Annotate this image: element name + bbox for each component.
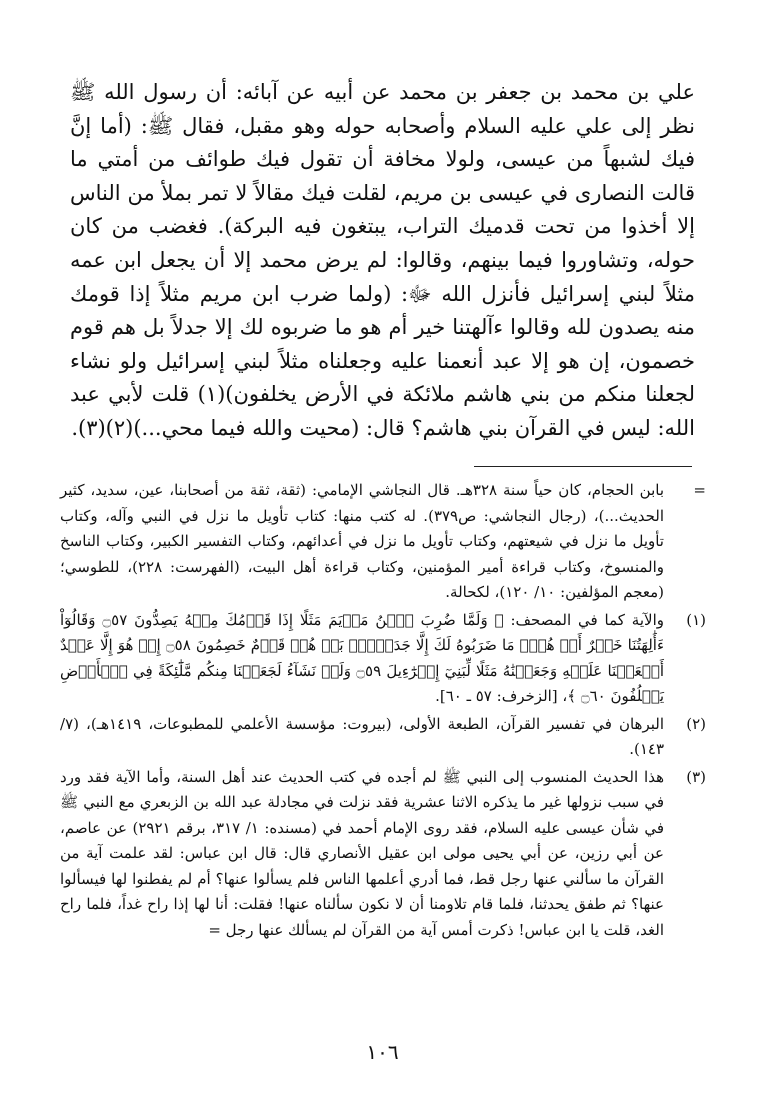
footnote-3 [60, 765, 706, 944]
footnote-text: والآية كما في المصحف: ﴿ وَلَمَّا ضُرِبَ ٱبۡنُ مَرۡيَمَ مَثَلًا إِذَا قَوۡمُكَ مِنۡهُ يَصِدُّونَ ۝٥٧ وَقَالُوٓاْ ءَأَٰلِهَتُنَا خَيۡرٌ أَمۡ هُوَۚ مَا ضَرَبُوهُ لَكَ إِلَّا جَدَلَۢاۚ بَلۡ هُمۡ قَوۡمٌ خَصِمُونَ ۝٥٨ إِنۡ هُوَ إِلَّا عَبۡدٌ أَنۡعَمۡنَا عَلَيۡهِ وَجَعَلۡنَٰهُ مَثَلًا لِّبَنِيٓ إِسۡرَٰٓءِيلَ ۝٥٩ وَلَوۡ نَشَآءُ لَجَعَلۡنَا مِنكُم مَّلَٰٓئِكَةً فِي ٱلۡأَرۡضِ يَخۡلُفُونَ ۝٦٠ ﴾، [الزخرف: ٥٧ ـ ٦٠]. [60, 610, 665, 705]
footnotes [60, 478, 706, 945]
footnote-continuation [60, 478, 706, 606]
footnote-marker: (١) [686, 610, 706, 629]
footnote-marker: (٣) [686, 767, 706, 786]
footnote-marker: (٢) [686, 714, 706, 733]
main-paragraph: علي بن محمد بن جعفر بن محمد عن أبيه عن آبائه: أن رسول الله ﷺ نظر إلى علي عليه السلام وأصحابه حوله وهو مقبل، فقال ﷺ: (أما إنَّ فيك لشبهاً من عيسى، ولولا مخافة أن تقول فيك طوائف من أمتي ما قالت النصارى في عيسى بن مريم، لقلت فيك مقالاً لا تمر بملأ من الناس إلا أخذوا من تحت قدميك التراب، يبتغون فيه البركة). فغضب من كان حوله، وتشاوروا فيما بينهم، وقالوا: لم يرض محمد إلا أن يجعل ابن عمه مثلاً لبني إسرائيل فأنزل الله ﷻ: (ولما ضرب ابن مريم مثلاً إذا قومك منه يصدون لله وقالوا ءآلهتنا خير أم هو ما ضربوه لك إلا جدلاً بل هم قوم خصمون، إن هو إلا عبد أنعمنا عليه وجعلناه مثلاً لبني إسرائيل ولو نشاء لجعلنا منكم من بني هاشم ملائكة في الأرض يخلفون)(١) قلت لأبي عبد الله: ليس في القرآن بني هاشم؟ قال: (محيت والله فيما محي...)(٢)(٣). [70, 80, 696, 440]
footnote-text: هذا الحديث المنسوب إلى النبي ﷺ لم أجده في كتب الحديث عند أهل السنة، وأما الآية فقد ورد في سبب نزولها غير ما يذكره الاثنا عشرية فقد نزلت في مجادلة عبد الله بن الزبعري مع النبي ﷺ في شأن عيسى عليه السلام، فقد روى الإمام أحمد في (مسنده: ١/ ٣١٧، برقم ٢٩٢١) عن عاصم، عن أبي رزين، عن أبي يحيى مولى ابن عقيل الأنصاري قال: قال ابن عباس: لقد علمت آية من القرآن ما سألني عنها رجل قط، فما أدري أعلمها الناس فلم يسألوا عنها؟ أم لم يفطنوا لها فيسألوا عنها؟ ثم طفق يحدثنا، فلما قام تلاومنا أن لا نكون سألناه عنها! فقلت: أنا لها إذا راح غداً، فلما راح الغد، قلت يا ابن عباس! ذكرت أمس آية من القرآن لم يسألك عنها رجل = [60, 767, 665, 939]
footnote-text: بابن الحجام، كان حياً سنة ٣٢٨هـ. قال النجاشي الإمامي: (ثقة، ثقة من أصحابنا، عين، سديد، كثير الحديث...)، (رجال النجاشي: ص٣٧٩). له كتب منها: كتاب تأويل ما نزل في النبي وآله، وكتاب تأويل ما نزل في شيعتهم، وكتاب تأويل ما نزل في أعدائهم، وكتاب التفسير الكبير، وكتاب الناسخ والمنسوخ، وكتاب قراءة أمير المؤمنين، وكتاب قراءة أهل البيت، (الفهرست: ٢٢٨)، للطوسي؛ (معجم المؤلفين: ١٠/ ١٢٠)، لكحالة. [60, 481, 664, 601]
footnote-separator [474, 466, 692, 467]
footnote-text: البرهان في تفسير القرآن، الطبعة الأولى، (بيروت: مؤسسة الأعلمي للمطبوعات، ١٤١٩هـ)، (٧/ ١٤٣). [60, 714, 664, 758]
main-text-block [70, 76, 695, 446]
footnote-1 [60, 608, 706, 710]
footnote-2 [60, 712, 706, 763]
footnote-marker: = [693, 481, 706, 499]
page-number: ١٠٦ [366, 1040, 399, 1064]
